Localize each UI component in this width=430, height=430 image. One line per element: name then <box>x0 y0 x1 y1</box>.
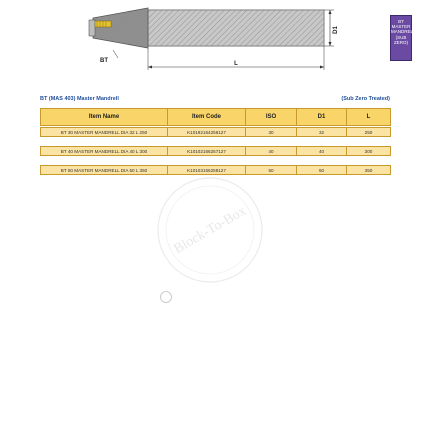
decorative-circle <box>160 291 172 303</box>
cell-item-code: K10103166258127 <box>168 166 246 174</box>
mandrel-drawing <box>85 2 345 74</box>
side-tab-line: MANDRELL <box>391 29 416 35</box>
label-bt: BT <box>100 58 108 64</box>
table-row[interactable] <box>40 127 391 137</box>
cell-item-name: BT 40 MASTER MANDRELL DIA 40 L 300 <box>41 147 168 155</box>
cell-d1: 50 <box>297 166 347 174</box>
table-row[interactable] <box>40 146 391 156</box>
watermark-logo <box>150 170 270 290</box>
cell-item-name: BT 50 MASTER MANDRELL DIA 50 L 350 <box>41 166 168 174</box>
side-tab-line: BT <box>398 19 404 24</box>
cell-d1: 40 <box>297 147 347 155</box>
cell-iso: 30 <box>246 128 297 136</box>
col-iso: ISO <box>246 109 297 125</box>
side-tab-line: MASTER <box>391 24 411 30</box>
section-subtitle: (Sub Zero Treated) <box>341 96 390 102</box>
side-tab-line: (SUB ZERO) <box>394 34 408 45</box>
cell-item-code: K10102166257127 <box>168 147 246 155</box>
cell-l: 250 <box>364 129 373 135</box>
table-header <box>40 108 391 126</box>
section-title: BT (MAS 403) Master Mandrell <box>40 96 119 102</box>
col-item-name: Item Name <box>41 109 168 125</box>
cell-l: 350 <box>364 167 373 173</box>
cell-iso: 50 <box>246 166 297 174</box>
col-l: L <box>366 114 371 120</box>
col-d1: D1 <box>297 109 347 125</box>
cell-iso: 40 <box>246 147 297 155</box>
cell-item-code: K10192164256127 <box>168 128 246 136</box>
label-l: L <box>234 61 238 67</box>
side-category-tab[interactable] <box>390 15 416 61</box>
cell-l: 300 <box>364 148 373 154</box>
cell-item-name: BT 30 MASTER MANDRELL DIA 32 L 250 <box>41 128 168 136</box>
col-item-code: Item Code <box>168 109 246 125</box>
product-table <box>40 108 391 175</box>
label-d1: D1 <box>333 26 339 34</box>
cell-d1: 32 <box>297 128 347 136</box>
watermark-text: Block-To-Box <box>171 203 249 258</box>
